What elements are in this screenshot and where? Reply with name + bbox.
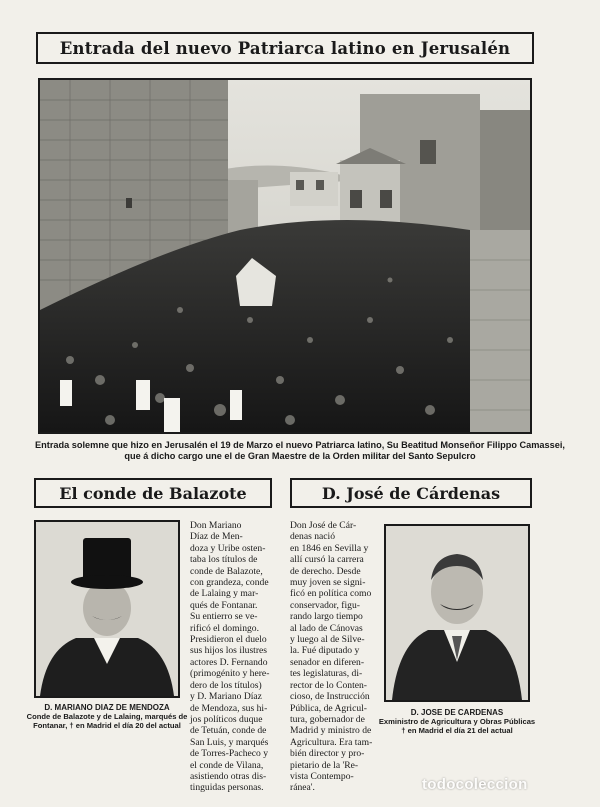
bio-line: actores D. Fernando [190, 656, 268, 668]
bio-line: Don Mariano [190, 520, 242, 531]
right-heading: D. José de Cárdenas [321, 483, 501, 503]
bio-line: de Mendoza, sus hi- [190, 702, 268, 714]
caption-line: Conde de Balazote y de Lalaing, marqués de [26, 712, 188, 721]
bio-line: tes legislaturas, di- [290, 668, 363, 680]
bio-line: vista Contempo- [290, 770, 354, 782]
bio-line: Díaz de Men- [190, 531, 243, 543]
left-portrait-caption [24, 703, 190, 730]
bio-line: rector de lo Conten- [290, 679, 367, 691]
left-heading: El conde de Balazote [59, 483, 247, 503]
portrait-name: D. MARIANO DIAZ DE MENDOZA [44, 703, 170, 712]
bio-line: jos políticos duque [190, 713, 263, 725]
bio-line: (primogénito y here- [190, 668, 270, 680]
caption-line: † en Madrid el día 21 del actual [401, 726, 513, 735]
bio-line: conde de Balazote, [190, 565, 263, 577]
bio-line: y D. Mariano Díaz [190, 691, 262, 703]
bio-line: muy joven se signi- [290, 577, 366, 589]
page-title-box [36, 32, 534, 64]
left-article-body [190, 520, 278, 794]
bio-line: de Lalaing y mar- [190, 588, 259, 600]
portrait-illustration [386, 526, 528, 700]
bio-line: allí cursó la carrera [290, 554, 364, 566]
bio-line: Agricultura. Era tam- [290, 736, 373, 748]
bio-line: cioso, de Instrucción [290, 691, 370, 703]
crowd-street-illustration [40, 80, 530, 432]
watermark: todocoleccion [422, 776, 528, 793]
bio-line: en 1846 en Sevilla y [290, 542, 369, 554]
bio-line: de derecho. Desde [290, 565, 361, 577]
main-photo-caption [30, 440, 570, 462]
bio-line: Su entierro se ve- [190, 611, 258, 623]
bio-line: asistiendo otras dis- [190, 770, 267, 782]
caption-line: que á dicho cargo une el de Gran Maestre de la Orden militar del Santo Sepulcro [124, 451, 476, 461]
bio-line: ránea'. [290, 782, 315, 794]
bio-line: denas nació [290, 531, 336, 543]
bio-line: rificó el domingo. [190, 622, 260, 634]
bio-line: ficó en política como [290, 588, 372, 600]
portrait-illustration [36, 522, 178, 696]
bio-line: San Luis, y marqués [190, 736, 269, 748]
bio-line: de Torres-Pacheco y [190, 748, 269, 760]
caption-line: Exministro de Agricultura y Obras Públicas [378, 717, 536, 726]
portrait-cardenas [384, 524, 530, 702]
right-portrait-caption [372, 708, 542, 735]
bio-line: al lado de Cánovas [290, 622, 363, 634]
bio-line: senador en diferen- [290, 656, 365, 668]
bio-line: doza y Uribe osten- [190, 542, 266, 554]
portrait-name: D. JOSE DE CARDENAS [410, 708, 504, 717]
bio-line: conservador, figu- [290, 599, 360, 611]
bio-line: dero de los títulos) [190, 679, 262, 691]
left-heading-box [34, 478, 272, 508]
right-heading-box [290, 478, 532, 508]
bio-line: Madrid y ministro de [290, 725, 372, 737]
portrait-mendoza [34, 520, 180, 698]
main-photo [38, 78, 532, 434]
bio-line: el conde de Vilana, [190, 759, 264, 771]
bio-line: taba los títulos de [190, 554, 258, 566]
bio-line: tinguidas personas. [190, 782, 264, 794]
bio-line: bién director y pro- [290, 748, 365, 760]
right-article-body [290, 520, 380, 794]
bio-line: de Tetuán, conde de [190, 725, 267, 737]
bio-line: tura, gobernador de [290, 713, 365, 725]
caption-line: Fontanar, † en Madrid el día 20 del actual [33, 721, 181, 730]
bio-line: Presidieron el duelo [190, 634, 267, 646]
bio-line: la. Fué diputado y [290, 645, 360, 657]
bio-line: rando largo tiempo [290, 611, 363, 623]
bio-line: pietario de la 'Re- [290, 759, 359, 771]
bio-line: Don José de Cár- [290, 520, 357, 531]
caption-line: Entrada solemne que hizo en Jerusalén el 19 de Marzo el nuevo Patriarca latino, Su Beatitud Monseñor Filippo Camassei, [35, 440, 565, 450]
bio-line: qués de Fontanar. [190, 599, 258, 611]
bio-line: con grandeza, conde [190, 577, 269, 589]
bio-line: y luego al de Silve- [290, 634, 365, 646]
page-title: Entrada del nuevo Patriarca latino en Jerusalén [59, 38, 511, 58]
bio-line: sus hijos los ilustres [190, 645, 268, 657]
bio-line: Pública, de Agricul- [290, 702, 367, 714]
